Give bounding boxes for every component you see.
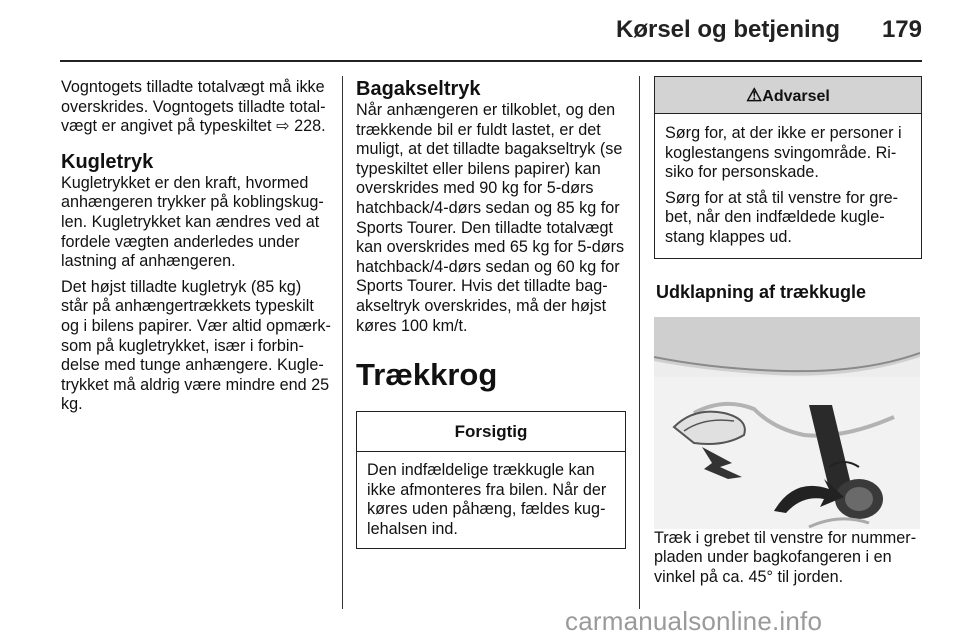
kugletryk-paragraph-1: Kugletrykket er den kraft, hvormed anhængeren trykker på koblingskuglen. Kugletrykket kan ændres ved at fordele vægten anderledes under lastning af anhængeren. — [61, 173, 324, 271]
column-1 — [61, 78, 331, 421]
intro-text: Vogntogets tilladte totalvægt må ikke overskrides. Vogntogets tilladte totalvægt er angivet på typeskiltet — [61, 78, 326, 136]
warning-header — [655, 77, 921, 114]
column-divider-1 — [342, 76, 343, 609]
intro-page-ref[interactable]: 228. — [294, 117, 326, 136]
column-3 — [654, 78, 922, 593]
bagakseltryk-paragraph: Når anhængeren er tilkoblet, og den trækkende bil er fuldt lastet, er det muligt, at det tilladte bagakseltryk (se typeskiltet eller bilens papirer) kan overskrides med 90 kg for 5-dørs hatchback/4-dørs sedan og 85 kg for Sports Tourer. Den tilladte totalvægt kan overskrides med 65 kg for 5-dørs hatchback/4-dørs sedan og 60 kg for Sports Tourer. Hvis det tilladte bagakseltryk overskrides, må der højst køres 100 km/t. — [356, 101, 625, 335]
warning-triangle-icon: ⚠ — [746, 85, 763, 105]
illustration-caption: Træk i grebet til venstre for nummerpladen under bagkofangeren i en vinkel på ca. 45° til jorden. — [654, 528, 917, 586]
page-number: 179 — [881, 16, 922, 43]
watermark: carmanualsonline.info — [565, 606, 823, 636]
column-divider-2 — [639, 76, 640, 609]
heading-bagakseltryk: Bagakseltryk — [356, 78, 481, 100]
caution-text: Den indfældelige trækkugle kan ikke afmonteres fra bilen. Når der køres uden påhæng, fældes kuglehalsen ind. — [367, 461, 607, 538]
section-title-traekkrog: Trækkrog — [356, 357, 498, 393]
tow-bar-release-illustration — [654, 317, 920, 529]
header-divider — [60, 60, 922, 62]
caution-box — [356, 411, 626, 548]
caution-title: Forsigtig — [357, 412, 625, 452]
warning-title: Advarsel — [762, 88, 830, 105]
page-header-title: Kørsel og betjening — [615, 16, 840, 43]
warning-body — [655, 114, 921, 258]
warning-box — [654, 76, 922, 259]
heading-udklapning: Udklapning af trækkugle — [656, 281, 867, 302]
warning-text-1: Sørg for, at der ikke er personer i koglestangens svingområde. Risiko for personskade. — [665, 124, 902, 182]
kugletryk-paragraph-2: Det højst tilladte kugletryk (85 kg) står på anhængertrækkets typeskilt og i bilens papirer. Vær altid opmærksom på kugletrykket, især i forbindelse med tunge anhængere. Kugletrykket må aldrig være mindre end 25 kg. — [61, 277, 331, 414]
page-reference-icon: ⇨ — [276, 117, 290, 136]
intro-paragraph — [61, 78, 331, 137]
warning-text-2: Sørg for at stå til venstre for grebet, når den indfældede kuglestang klappes ud. — [665, 188, 898, 246]
heading-kugletryk: Kugletryk — [61, 150, 154, 173]
column-2 — [356, 78, 626, 549]
